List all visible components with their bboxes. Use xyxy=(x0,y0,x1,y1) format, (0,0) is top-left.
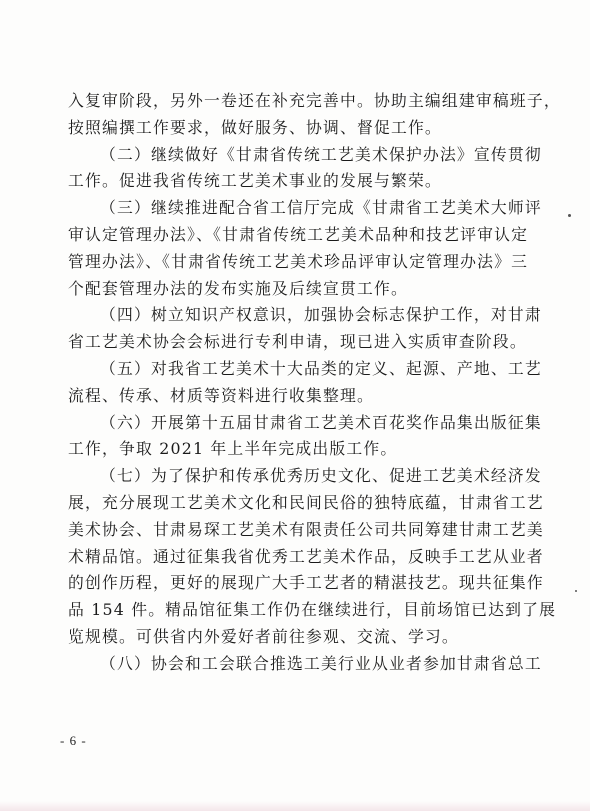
body-line: 工作，争取 2021 年上半年完成出版工作。 xyxy=(68,439,398,459)
section-5-heading-line: （五）对我省工艺美术十大品类的定义、起源、产地、工艺 xyxy=(100,358,542,378)
body-line: 的创作历程，更好的展现广大手工艺者的精湛技艺。现共征集作 xyxy=(68,573,544,593)
body-line: 管理办法》、《甘肃省传统工艺美术珍品评审认定管理办法》三 xyxy=(68,251,529,271)
scan-speck xyxy=(568,214,571,217)
body-line: 按照编撰工作要求，做好服务、协调、督促工作。 xyxy=(68,117,442,137)
body-line: 展，充分展现工艺美术文化和民间民俗的独特底蕴，甘肃省工艺 xyxy=(68,492,544,512)
body-line: 个配套管理办法的发布实施及后续宣贯工作。 xyxy=(68,278,408,298)
body-line: 省工艺美术协会会标进行专利申请，现已进入实质审查阶段。 xyxy=(68,332,527,352)
section-2-heading-line: （二）继续做好《甘肃省传统工艺美术保护办法》宣传贯彻 xyxy=(100,144,542,164)
page-number: - 6 - xyxy=(60,733,87,748)
scan-bottom-edge xyxy=(0,801,590,811)
section-6-heading-line: （六）开展第十五届甘肃省工艺美术百花奖作品集出版征集 xyxy=(100,412,542,432)
scan-speck xyxy=(575,590,577,592)
body-line: 审认定管理办法》、《甘肃省传统工艺美术品种和技艺评审认定 xyxy=(68,224,529,244)
body-line: 入复审阶段，另外一卷还在补充完善中。协助主编组建审稿班子， xyxy=(68,91,561,110)
section-3-heading-line: （三）继续推进配合省工信厅完成《甘肃省工艺美术大师评 xyxy=(100,198,542,218)
body-line: 览规模。可供省内外爱好者前往参观、交流、学习。 xyxy=(68,626,459,646)
body-line: 术精品馆。通过征集我省优秀工艺美术作品，反映手工艺从业者 xyxy=(68,546,544,566)
section-8-heading-line: （八）协会和工会联合推选工美行业从业者参加甘肃省总工 xyxy=(100,653,542,673)
body-line: 工作。促进我省传统工艺美术事业的发展与繁荣。 xyxy=(68,171,442,191)
body-line: 流程、传承、材质等资料进行收集整理。 xyxy=(68,385,374,405)
section-4-heading-line: （四）树立知识产权意识，加强协会标志保护工作，对甘肃 xyxy=(100,305,542,325)
document-body xyxy=(68,88,561,678)
body-line: 美术协会、甘肃易琛工艺美术有限责任公司共同筹建甘肃工艺美 xyxy=(68,519,544,539)
body-line: 品 154 件。精品馆征集工作仍在继续进行，目前场馆已达到了展 xyxy=(68,600,557,620)
section-7-heading-line: （七）为了保护和传承优秀历史文化、促进工艺美术经济发 xyxy=(100,466,542,486)
